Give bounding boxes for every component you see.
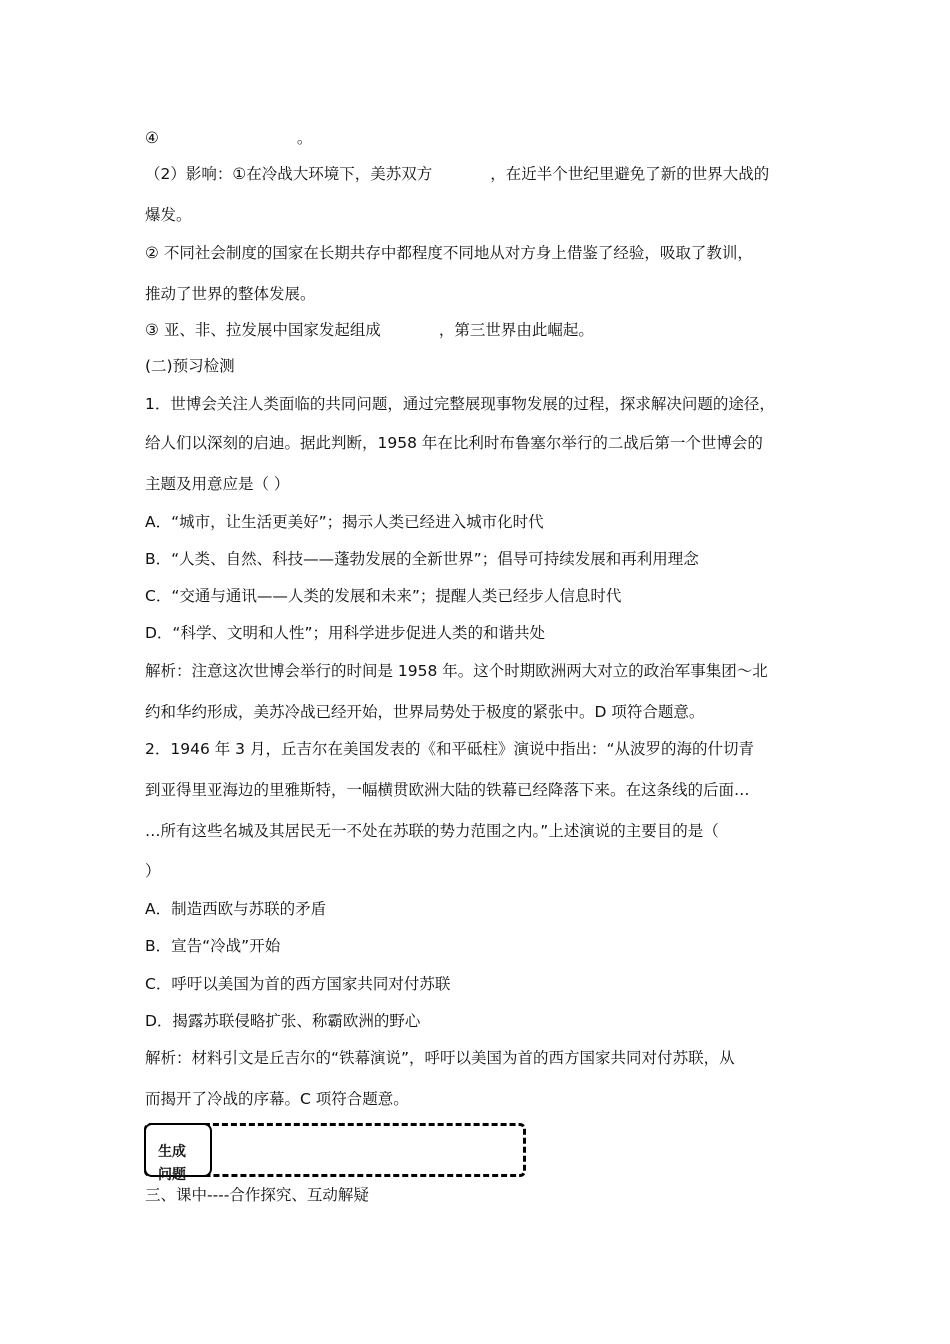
section-3-heading: 三、课中----合作探究、互动解疑	[145, 1186, 369, 1204]
question-1-text: 给人们以深刻的启迪。据此判断，1958 年在比利时布鲁塞尔举行的二战后第一个世博会的	[145, 434, 763, 452]
item-4-line	[145, 128, 312, 148]
question-1-text: 主题及用意应是（ ）	[145, 475, 290, 493]
option-c: C．“交通与通讯——人类的发展和未来”；提醒人类已经步人信息时代	[145, 587, 622, 605]
item-4-end: 。	[296, 129, 313, 147]
text-line: 推动了世界的整体发展。	[145, 285, 316, 303]
section-heading: (二)预习检测	[145, 357, 235, 375]
influence-text-a: （2）影响：①在冷战大环境下，美苏双方	[145, 165, 433, 183]
analysis-2: 解析：材料引文是丘吉尔的“铁幕演说”，呼吁以美国为首的西方国家共同对付苏联，从	[145, 1049, 735, 1067]
influence-line-1	[145, 164, 769, 184]
option-c: C．呼吁以美国为首的西方国家共同对付苏联	[145, 975, 451, 993]
option-d: D．揭露苏联侵略扩张、称霸欧洲的野心	[145, 1012, 421, 1030]
question-2-text: 2．1946 年 3 月，丘吉尔在美国发表的《和平砥柱》演说中指出：“从波罗的海的什切青	[145, 740, 754, 758]
question-2-text: 到亚得里亚海边的里雅斯特，一幅横贯欧洲大陆的铁幕已经降落下来。在这条线的后面…	[145, 781, 750, 799]
text-line: ② 不同社会制度的国家在长期共存中都程度不同地从对方身上借鉴了经验，吸取了教训，	[145, 244, 753, 262]
analysis-2: 而揭开了冷战的序幕。C 项符合题意。	[145, 1090, 409, 1108]
question-1-text: 1．世博会关注人类面临的共同问题，通过完整展现事物发展的过程，探求解决问题的途径，	[145, 395, 775, 413]
question-2-text: …所有这些名城及其居民无一不处在苏联的势力范围之内。”上述演说的主要目的是（	[145, 822, 719, 840]
item-4-marker: ④	[145, 129, 159, 147]
option-a: A．“城市，让生活更美好”；揭示人类已经进入城市化时代	[145, 513, 544, 531]
third-world-text-a: ③ 亚、非、拉发展中国家发起组成	[145, 321, 381, 339]
influence-text-b: ，在近半个世纪里避免了新的世界大战的	[490, 165, 770, 183]
third-world-text-b: ，第三世界由此崛起。	[438, 321, 594, 339]
option-b: B．宣告“冷战”开始	[145, 937, 281, 955]
option-d: D．“科学、文明和人性”；用科学进步促进人类的和谐共处	[145, 624, 545, 642]
option-b: B．“人类、自然、科技——蓬勃发展的全新世界”；倡导可持续发展和再利用理念	[145, 550, 699, 568]
generated-questions-label: 生成问题	[158, 1144, 186, 1183]
question-2-text: ）	[145, 862, 161, 880]
option-a: A．制造西欧与苏联的矛盾	[145, 900, 327, 918]
third-world-line	[145, 320, 594, 340]
analysis-1: 解析：注意这次世博会举行的时间是 1958 年。这个时期欧洲两大对立的政治军事集团～北	[145, 662, 768, 680]
analysis-1: 约和华约形成，美苏冷战已经开始，世界局势处于极度的紧张中。D 项符合题意。	[145, 703, 705, 721]
text-line: 爆发。	[145, 206, 192, 224]
